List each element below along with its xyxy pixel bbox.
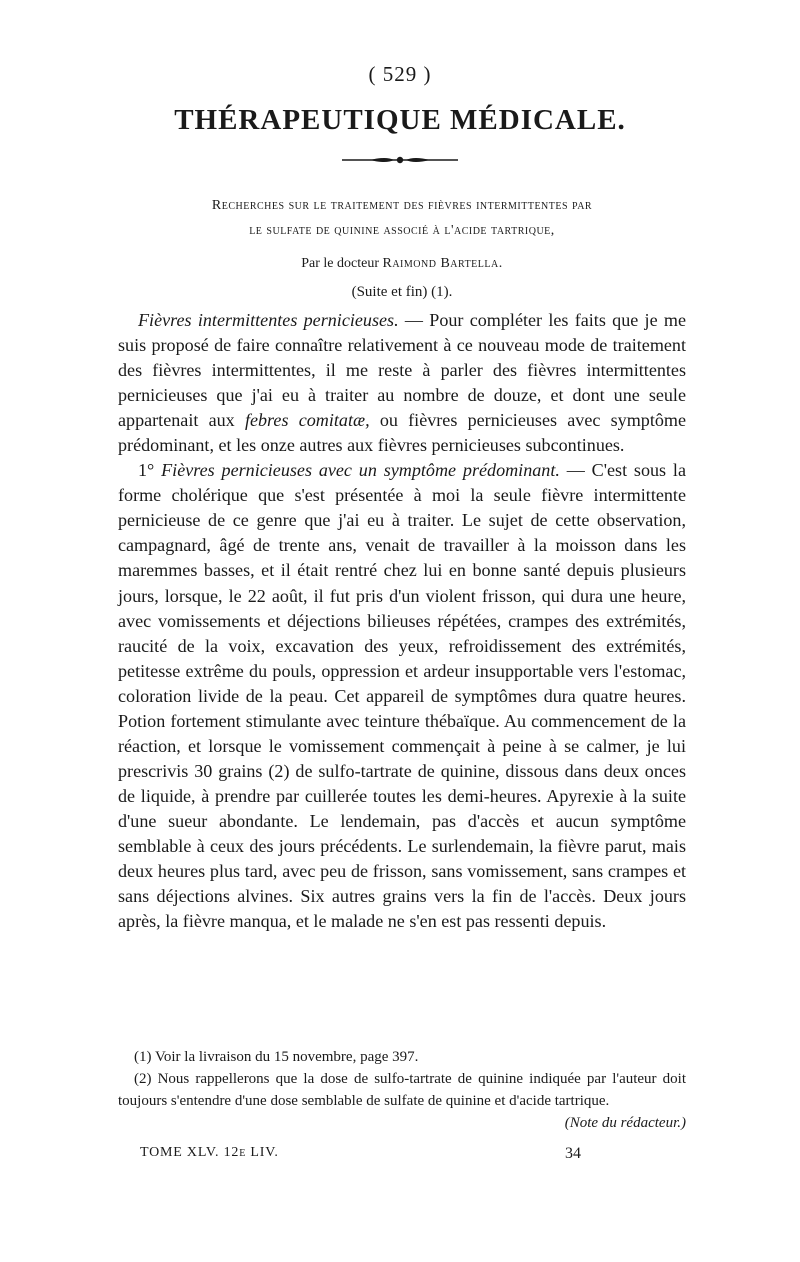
footnote-2 (118, 1068, 686, 1131)
paragraph-2 (118, 458, 686, 934)
signature-number: 34 (565, 1145, 581, 1162)
article-heading-line-1: Recherches sur le traitement des fièvres intermittentes par (211, 198, 593, 213)
printer-signature: TOME XLV. 12e LIV. (140, 1145, 279, 1160)
latin-term: febres comitatæ, (244, 410, 370, 431)
byline-prefix: Par le docteur (301, 256, 383, 271)
paragraph-2-text: — C'est sous la forme cholérique que s'est présentée à moi la seule fièvre intermittente pernicieuse de ce genre que j'ai eu à traiter. Le sujet de cette observation, campagnard, âgé de trente ans, venait de travailler à la moisson dans les maremmes basses, et il était rentré chez lui en bonne santé depuis plusieurs jours, lorsque, le 22 août, il fut pris d'un violent frisson, qui dura une heure, avec vomissements et déjections bilieuses répétées, crampes des extrémités, raucité de la voix, excavation des yeux, refroidissement des extrémités, petitesse extrême du pouls, oppression et ardeur insupportable vers l'estomac, coloration livide de la peau. Cet appareil de symptômes dura quatre heures. Potion fortement stimulante avec teinture thébaïque. Au commencement de la réaction, et lorsque le vomissement commençait à peine à se calmer, je lui prescrivis 30 grains (2) de sulfo-tartrate de quinine, dissous dans deux onces de liquide, à prendre par cuillerée toutes les demi-heures. Apyrexie à la suite d'une sueur abondante. Le lendemain, pas d'accès et aucun symptôme semblable à ceux des jours précédents. Le surlendemain, la fièvre parut, mais deux heures plus tard, avec peu de frisson, sans vomissement, sans crampes et sans déjections alvines. Six autres grains vers la fin de l'accès. Deux jours après, la fièvre manqua, et le malade ne s'en est pas ressenti depuis. (118, 460, 686, 932)
paragraph-1-text-a: — Pour compléter les faits que je me suis proposé de faire connaître relativement à ce nouveau mode de traitement des fièvres intermittentes, il me reste à parler des fièvres intermittentes pernicieuses que j'ai eu à traiter au nombre de douze, et dont une seule appartenait aux (118, 310, 687, 431)
author-name: Raimond Bartella. (382, 256, 503, 271)
footnote-2-text: (2) Nous rappellerons que la dose de sulfo-tartrate de quinine indiquée par l'auteur doit toujours s'entendre d'une dose semblable de sulfate de quinine et d'acide tartrique. (118, 1071, 686, 1109)
footnote-1: (1) Voir la livraison du 15 novembre, page 397. (134, 1049, 419, 1065)
article-heading-line-2: le sulfate de quinine associé à l'acide tartrique, (249, 223, 555, 238)
paragraph-1 (118, 308, 686, 458)
byline (118, 256, 686, 272)
continuation-note: (Suite et fin) (1). (351, 284, 453, 300)
article-body (118, 308, 686, 934)
ornament-rule-icon (342, 155, 458, 165)
paragraph-2-title: Fièvres pernicieuses avec un symptôme prédominant. (161, 460, 560, 481)
paragraph-1-text-b: ou fièvres pernicieuses avec symptôme prédominant, et les onze autres aux fièvres pernicieuses subcontinues. (118, 410, 686, 456)
paragraph-1-title: Fièvres intermittentes pernicieuses. (138, 310, 399, 330)
page-number: ( 529 ) (368, 62, 432, 86)
editor-note: (Note du rédacteur.) (564, 1115, 686, 1131)
footnotes (118, 1046, 686, 1134)
paragraph-2-number: 1° (138, 460, 162, 481)
section-title: THÉRAPEUTIQUE MÉDICALE. (174, 104, 626, 136)
